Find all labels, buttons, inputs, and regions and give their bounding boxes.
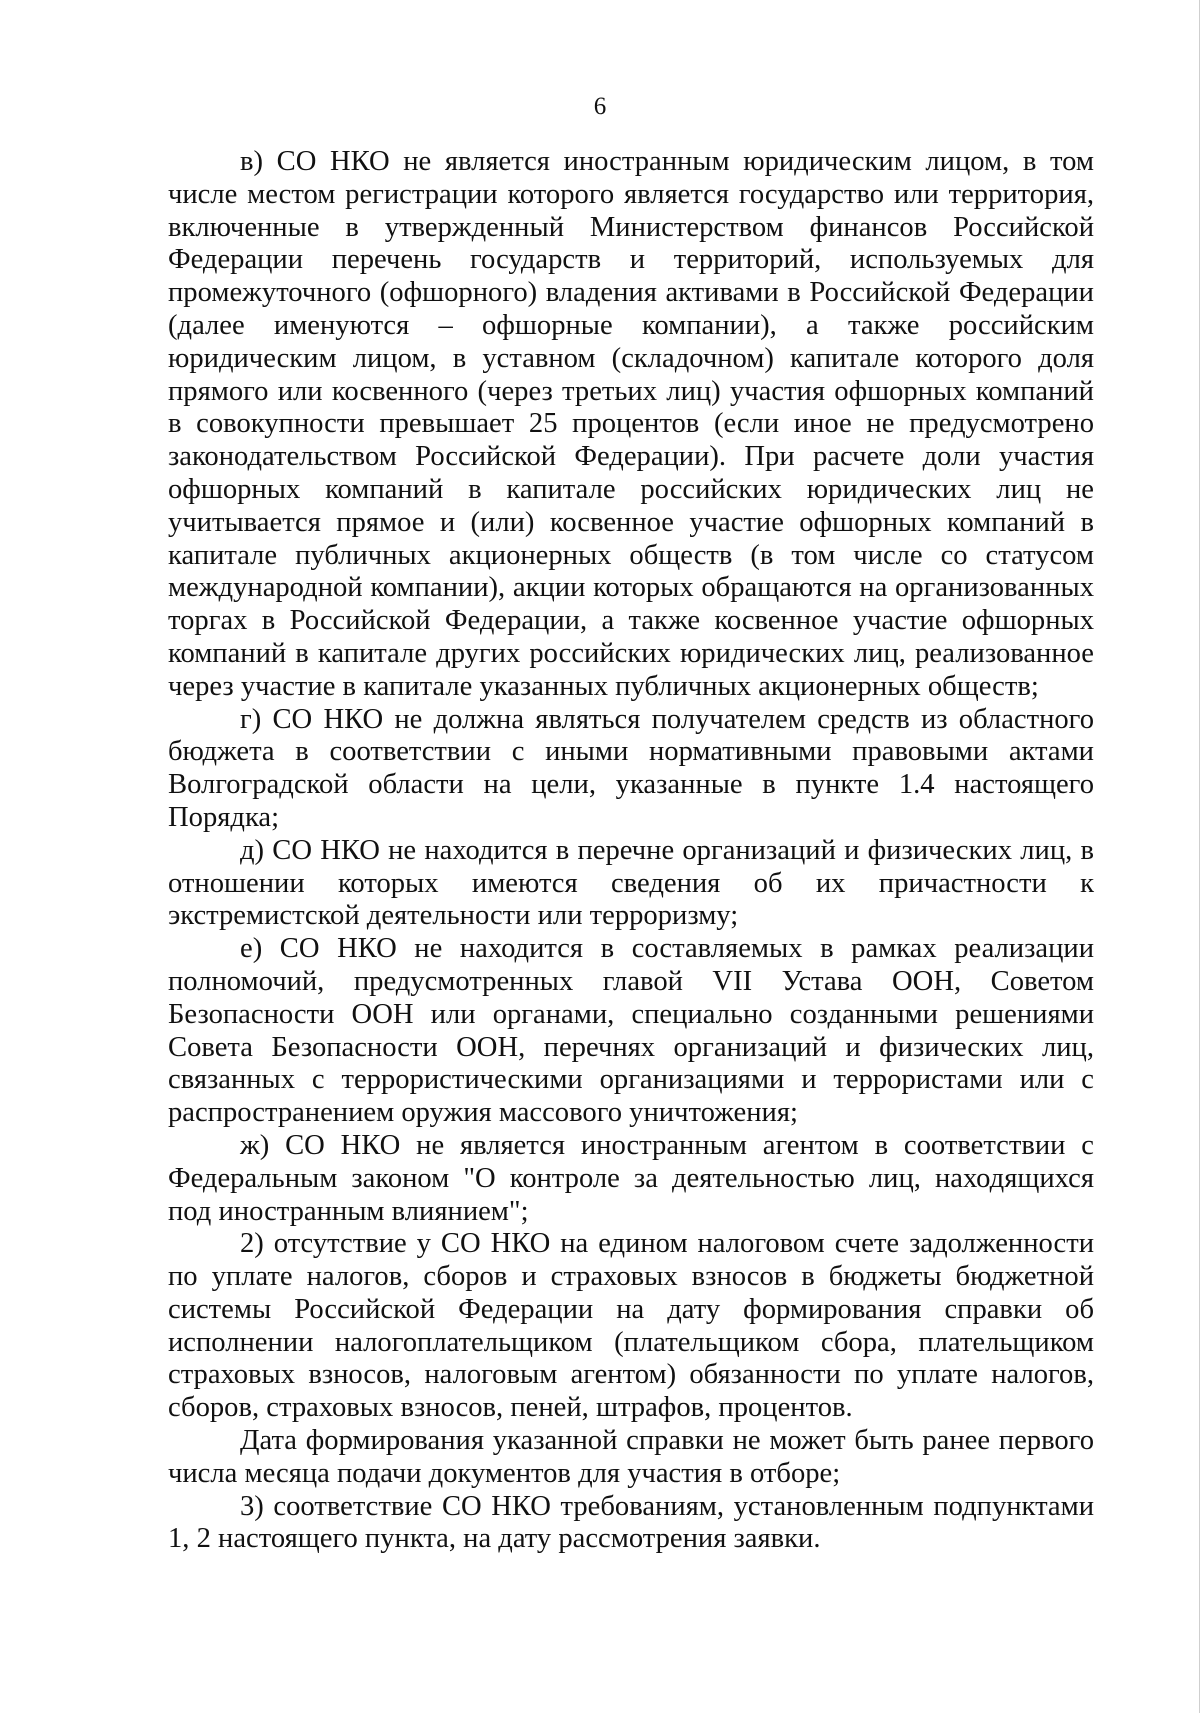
paragraph-d: д) СО НКО не находится в перечне организаций и физических лиц, в отношении которых имеются сведения об их причастности к экстремистской деятельности или терроризму; [168,834,1094,932]
paragraph-e: е) СО НКО не находится в составляемых в рамках реализации полномочий, предусмотренных главой VII Устава ООН, Советом Безопасности ООН или органами, специально созданными решениями Совета Безопасности ООН, перечнях организаций и физических лиц, связанных с террористическими организациями и террористами или с распространением оружия массового уничтожения; [168,933,1094,1129]
paragraph-zh: ж) СО НКО не является иностранным агентом в соответствии с Федеральным законом "О контроле за деятельностью лиц, находящихся под иностранным влиянием"; [168,1129,1094,1227]
page-number: 6 [593,93,607,120]
paragraph-v: в) СО НКО не является иностранным юридическим лицом, в том числе местом регистрации которого является государство или территория, включенные в утвержденный Министерством финансов Российской Федерации перечень государств и территорий, используемых для промежуточного (офшорного) владения активами в Российской Федерации (далее именуются – офшорные компании), а также российским юридическим лицом, в уставном (складочном) капитале которого доля прямого или косвенного (через третьих лиц) участия офшорных компаний в совокупности превышает 25 процентов (если иное не предусмотрено законодательством Российской Федерации). При расчете доли участия офшорных компаний в капитале российских юридических лиц не учитывается прямое и (или) косвенное участие офшорных компаний в капитале публичных акционерных обществ (в том числе со статусом международной компании), акции которых обращаются на организованных торгах в Российской Федерации, а также косвенное участие офшорных компаний в капитале других российских юридических лиц, реализованное через участие в капитале указанных публичных акционерных обществ; [168,146,1094,702]
paragraph-g: г) СО НКО не должна являться получателем средств из областного бюджета в соответствии с иными нормативными правовыми актами Волгоградской области на цели, указанные в пункте 1.4 настоящего Порядка; [168,703,1094,833]
paragraph-2: 2) отсутствие у СО НКО на едином налоговом счете задолженности по уплате налогов, сборов и страховых взносов в бюджеты бюджетной системы Российской Федерации на дату формирования справки об исполнении налогоплательщиком (плательщиком сбора, плательщиком страховых взносов, налоговым агентом) обязанности по уплате налогов, сборов, страховых взносов, пеней, штрафов, процентов. [168,1228,1094,1424]
paragraph-date: Дата формирования указанной справки не может быть ранее первого числа месяца подачи документов для участия в отборе; [168,1425,1094,1489]
document-body [168,146,1094,1556]
paragraph-3: 3) соответствие СО НКО требованиям, установленным подпунктами 1, 2 настоящего пункта, на дату рассмотрения заявки. [168,1490,1094,1555]
